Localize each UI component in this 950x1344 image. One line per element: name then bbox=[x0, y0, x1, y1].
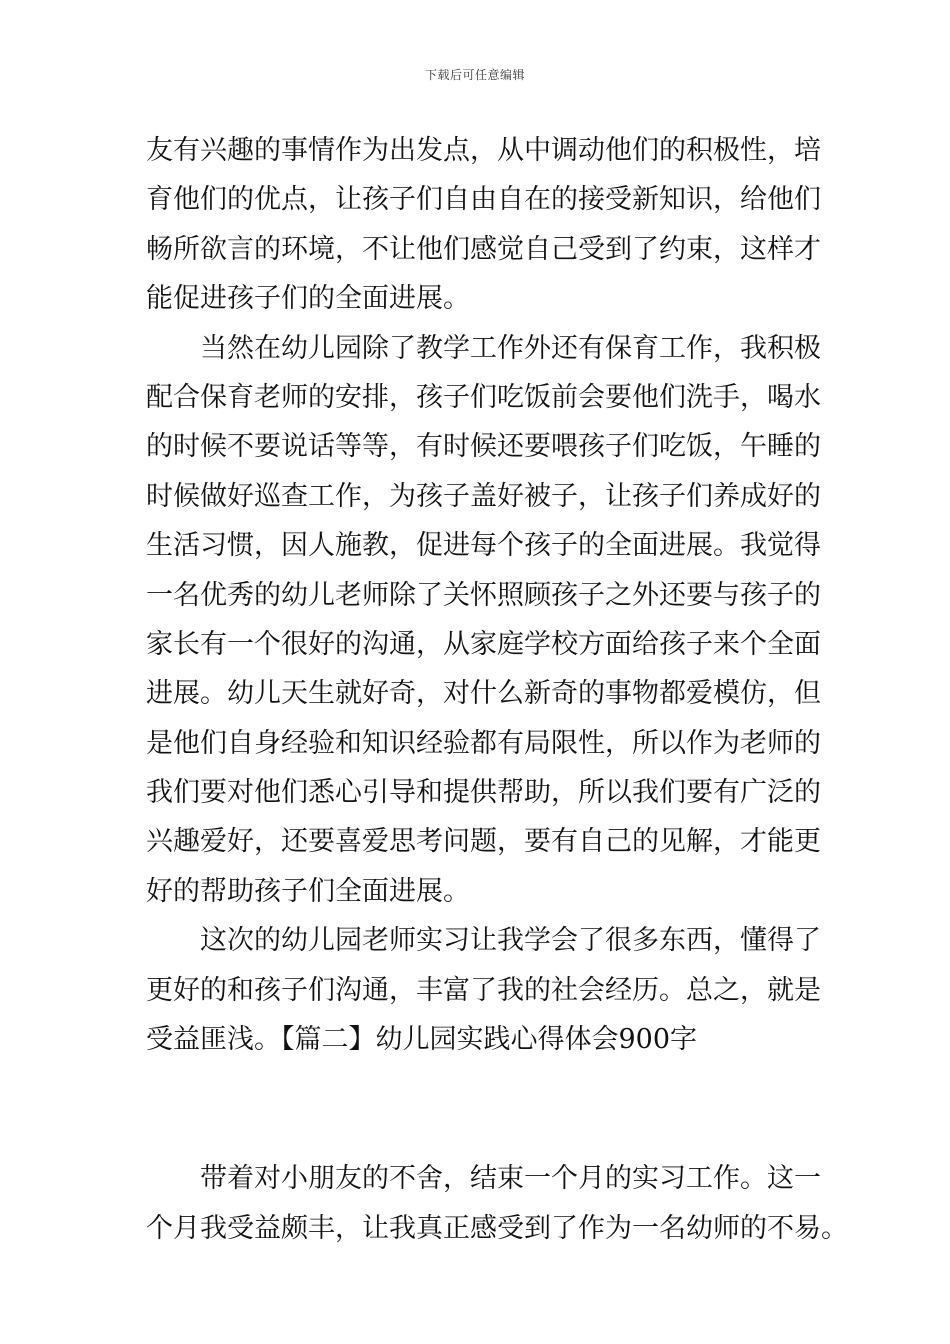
paragraph-line: 进展。幼儿天生就好奇，对什么新奇的事物都爱模仿，但 bbox=[146, 678, 821, 710]
paragraph-line: 这次的幼儿园老师实习让我学会了很多东西，懂得了 bbox=[200, 925, 821, 957]
paragraph-line: 育他们的优点，让孩子们自由自在的接受新知识，给他们 bbox=[146, 184, 821, 216]
paragraph-line: 是他们自身经验和知识经验都有局限性，所以作为老师的 bbox=[146, 727, 821, 759]
page-header: 下载后可任意编辑 bbox=[424, 68, 525, 82]
paragraph-3 bbox=[146, 916, 821, 1064]
paragraph-line: 受益匪浅。【篇二】幼儿园实践心得体会900字 bbox=[146, 1024, 698, 1056]
paragraph-line: 一名优秀的幼儿老师除了关怀照顾孩子之外还要与孩子的 bbox=[146, 579, 821, 611]
paragraph-4 bbox=[146, 1154, 848, 1253]
paragraph-line: 带着对小朋友的不舍，结束一个月的实习工作。这一 bbox=[200, 1163, 821, 1195]
paragraph-line: 友有兴趣的事情作为出发点，从中调动他们的积极性，培 bbox=[146, 135, 821, 166]
paragraph-line: 当然在幼儿园除了教学工作外还有保育工作，我积极 bbox=[200, 332, 821, 364]
paragraph-gap bbox=[146, 1064, 810, 1154]
paragraph-2 bbox=[146, 324, 821, 917]
paragraph-line: 家长有一个很好的沟通，从家庭学校方面给孩子来个全面 bbox=[146, 628, 821, 660]
paragraph-line: 更好的和孩子们沟通，丰富了我的社会经历。总之，就是 bbox=[146, 974, 821, 1006]
document-body bbox=[146, 126, 848, 1253]
paragraph-line: 的时候不要说话等等，有时候还要喂孩子们吃饭，午睡的 bbox=[146, 431, 821, 463]
paragraph-line: 能促进孩子们的全面进展。 bbox=[146, 283, 470, 315]
paragraph-line: 生活习惯，因人施教，促进每个孩子的全面进展。我觉得 bbox=[146, 530, 821, 562]
paragraph-line: 兴趣爱好，还要喜爱思考问题，要有自己的见解，才能更 bbox=[146, 826, 821, 858]
paragraph-line: 畅所欲言的环境，不让他们感觉自己受到了约束，这样才 bbox=[146, 233, 821, 265]
paragraph-line: 时候做好巡查工作，为孩子盖好被子，让孩子们养成好的 bbox=[146, 480, 821, 512]
paragraph-line: 个月我受益颇丰，让我真正感受到了作为一名幼师的不易。 bbox=[146, 1212, 848, 1244]
paragraph-line: 好的帮助孩子们全面进展。 bbox=[146, 875, 470, 907]
paragraph-1 bbox=[146, 126, 821, 324]
paragraph-line: 配合保育老师的安排，孩子们吃饭前会要他们洗手，喝水 bbox=[146, 381, 821, 413]
paragraph-line: 我们要对他们悉心引导和提供帮助，所以我们要有广泛的 bbox=[146, 777, 821, 809]
